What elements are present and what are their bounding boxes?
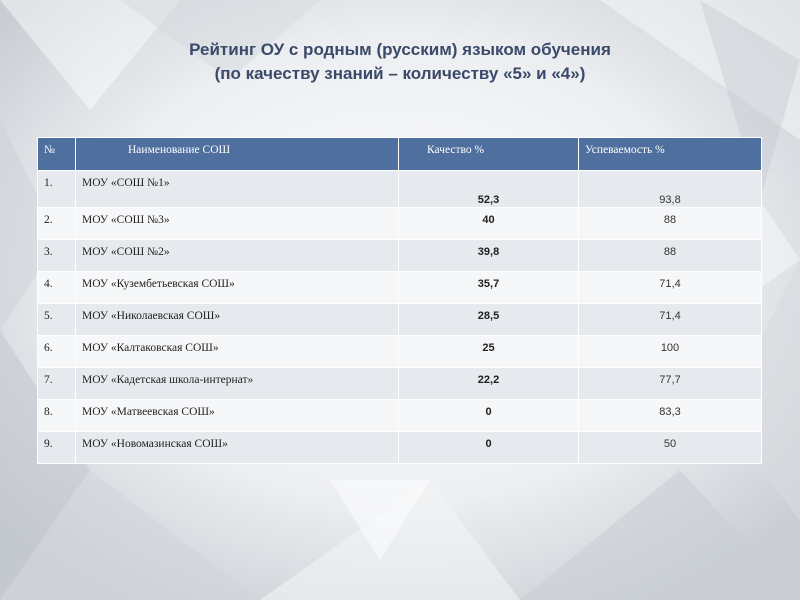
row-quality: 40: [399, 208, 579, 240]
row-school-name: МОУ «Кузембетьевская СОШ»: [76, 272, 399, 304]
table-row: [38, 240, 762, 272]
row-pass-rate: 93,8: [579, 171, 762, 208]
table-row: [38, 171, 762, 208]
row-pass-rate: 100: [579, 336, 762, 368]
table-row: [38, 368, 762, 400]
table-row: [38, 208, 762, 240]
table-row: [38, 272, 762, 304]
row-school-name: МОУ «СОШ №2»: [76, 240, 399, 272]
row-pass-rate: 83,3: [579, 400, 762, 432]
row-pass-rate: 88: [579, 240, 762, 272]
row-quality: 39,8: [399, 240, 579, 272]
row-number: 5.: [38, 304, 76, 336]
table-row: [38, 400, 762, 432]
table-row: [38, 304, 762, 336]
row-quality: 35,7: [399, 272, 579, 304]
row-pass-rate: 71,4: [579, 304, 762, 336]
page-title: [0, 38, 800, 86]
header-pass-rate: Успеваемость %: [579, 138, 762, 171]
row-number: 1.: [38, 171, 76, 208]
row-quality: 25: [399, 336, 579, 368]
row-number: 3.: [38, 240, 76, 272]
row-quality: 28,5: [399, 304, 579, 336]
row-quality: 0: [399, 400, 579, 432]
header-school-name: Наименование СОШ: [76, 138, 399, 171]
row-number: 4.: [38, 272, 76, 304]
header-number: №: [38, 138, 76, 171]
title-line-1: Рейтинг ОУ с родным (русским) языком обучения: [189, 40, 611, 59]
row-school-name: МОУ «СОШ №1»: [76, 171, 399, 208]
row-school-name: МОУ «Новомазинская СОШ»: [76, 432, 399, 464]
row-school-name: МОУ «Кадетская школа-интернат»: [76, 368, 399, 400]
header-quality: Качество %: [399, 138, 579, 171]
row-number: 9.: [38, 432, 76, 464]
row-number: 8.: [38, 400, 76, 432]
row-number: 7.: [38, 368, 76, 400]
row-pass-rate: 88: [579, 208, 762, 240]
row-pass-rate: 77,7: [579, 368, 762, 400]
row-number: 2.: [38, 208, 76, 240]
row-pass-rate: 50: [579, 432, 762, 464]
row-number: 6.: [38, 336, 76, 368]
row-quality: 22,2: [399, 368, 579, 400]
table-header-row: [38, 138, 762, 171]
row-pass-rate: 71,4: [579, 272, 762, 304]
row-school-name: МОУ «Николаевская СОШ»: [76, 304, 399, 336]
title-line-2: (по качеству знаний – количеству «5» и «4»): [214, 64, 586, 83]
rating-table: [37, 137, 762, 464]
row-school-name: МОУ «СОШ №3»: [76, 208, 399, 240]
table-row: [38, 336, 762, 368]
row-quality: 52,3: [399, 171, 579, 208]
row-school-name: МОУ «Матвеевская СОШ»: [76, 400, 399, 432]
row-school-name: МОУ «Калтаковская СОШ»: [76, 336, 399, 368]
row-quality: 0: [399, 432, 579, 464]
table-row: [38, 432, 762, 464]
